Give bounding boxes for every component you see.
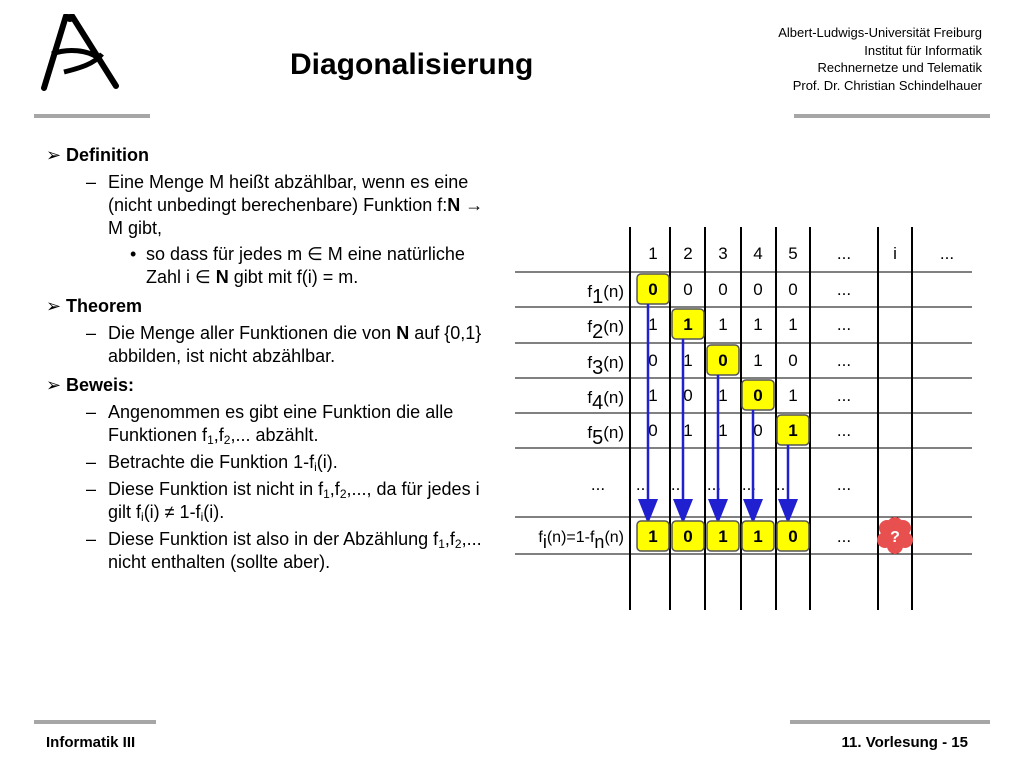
cell-value: 1 <box>753 315 763 334</box>
ellipsis-cell: ... <box>706 475 722 494</box>
footer-lecture: 11. Vorlesung - 15 <box>841 734 968 751</box>
institution-line: Institut für Informatik <box>864 42 982 58</box>
proof-item: – Angenommen es gibt eine Funktion die alle Funktionen $f_1,f_2$,... abzählt. <box>86 402 454 447</box>
column-header: 3 <box>718 244 728 263</box>
cell-value: 1 <box>788 315 798 334</box>
diagonal-table-diagram <box>510 222 980 612</box>
cell-value: ... <box>836 421 852 440</box>
cell-value: 1 <box>648 315 658 334</box>
result-cell-value: 0 <box>788 527 798 546</box>
cell-value: 1 <box>753 351 763 370</box>
dash-bullet: – <box>86 479 97 499</box>
cell-value: 0 <box>788 351 798 370</box>
cell-value: 1 <box>718 315 728 334</box>
dash-bullet: – <box>86 402 97 422</box>
institution-line: Albert-Ludwigs-Universität Freiburg <box>778 25 982 40</box>
cell-value: 0 <box>683 280 693 299</box>
cell-value: ... <box>836 280 852 299</box>
cell-value: 0 <box>648 351 658 370</box>
dash-bullet: – <box>86 529 97 549</box>
footer-divider-left <box>34 720 156 724</box>
cell-value: ... <box>836 386 852 405</box>
cell-value: 0 <box>788 280 798 299</box>
theorem-item: – Die Menge aller Funktionen die von N auf {0,1} abbilden, ist nicht abzählbar. <box>86 323 482 366</box>
question-mark: ? <box>890 529 900 546</box>
column-header: 1 <box>648 244 658 263</box>
cell-value: 1 <box>788 386 798 405</box>
cell-value: 0 <box>753 421 763 440</box>
footer-course: Informatik III <box>46 734 136 751</box>
ellipsis-cell: ... <box>741 475 757 494</box>
result-cell-value: 1 <box>648 527 658 546</box>
section-proof <box>46 374 491 397</box>
row-label: f5(n) <box>587 423 624 449</box>
ellipsis-cell: ... <box>635 475 651 494</box>
institution-line: Prof. Dr. Christian Schindelhauer <box>792 77 982 93</box>
institution-line: Rechnernetze und Telematik <box>817 60 982 75</box>
column-header: 4 <box>753 244 763 263</box>
result-cell-value: 0 <box>683 527 693 546</box>
cell-value: 0 <box>718 280 728 299</box>
column-header: ... <box>939 244 955 263</box>
definition-subitem: • so dass für jedes m ∈ M eine natürliche Zahl i ∈ N gibt mit f(i) = m. <box>130 244 465 287</box>
diagonal-cell-value: 0 <box>753 386 763 405</box>
arrow-bullet-icon: ➢ <box>46 145 62 165</box>
result-cell-value: 1 <box>718 527 728 546</box>
cell-value: ... <box>836 315 852 334</box>
cell-value: ... <box>836 351 852 370</box>
section-heading: Theorem <box>66 296 143 316</box>
arrow-bullet-icon: ➢ <box>46 296 62 316</box>
row-label: f3(n) <box>587 353 624 379</box>
section-theorem <box>46 295 491 318</box>
dash-bullet: – <box>86 323 97 343</box>
row-label: f4(n) <box>587 388 624 414</box>
column-header: ... <box>836 244 852 263</box>
column-header: 5 <box>788 244 798 263</box>
cell-value: 1 <box>648 386 658 405</box>
dot-bullet: • <box>130 244 137 264</box>
proof-item: – Diese Funktion ist nicht in $f_1,f_2$,..., da für jedes i gilt $f_i(i) \ne 1-f_i(i)$. <box>86 479 480 524</box>
cell-value: 1 <box>683 351 693 370</box>
ellipsis-cell: ... <box>590 475 606 494</box>
row-label: f2(n) <box>587 317 624 343</box>
university-logo <box>28 14 128 94</box>
section-heading: Beweis: <box>66 375 135 395</box>
cell-value: 1 <box>683 421 693 440</box>
diagonal-cell-value: 1 <box>788 421 798 440</box>
dash-bullet: – <box>86 172 97 192</box>
header-divider-right <box>794 114 990 118</box>
diagonal-cell-value: 0 <box>718 351 728 370</box>
page-title: Diagonalisierung <box>290 48 534 81</box>
section-heading: Definition <box>66 145 149 165</box>
proof-item: – Diese Funktion ist also in der Abzählung $f_1,f_2$,... nicht enthalten (sollte aber). <box>86 529 482 572</box>
column-header: i <box>893 244 897 263</box>
proof-item: – Betrachte die Funktion $1-f_i(i)$. <box>86 452 338 474</box>
cell-value: 0 <box>753 280 763 299</box>
definition-item: – Eine Menge M heißt abzählbar, wenn es eine (nicht unbedingt berechenbare) Funktion f:N → M gibt, <box>86 172 484 238</box>
dash-bullet: – <box>86 452 97 472</box>
diagonal-cell-value: 1 <box>683 315 693 334</box>
result-row-label: fi(n)=1-fn(n) <box>538 529 624 552</box>
result-cell-value: 1 <box>753 527 763 546</box>
arrow-bullet-icon: ➢ <box>46 375 62 395</box>
ellipsis-cell: ... <box>775 475 791 494</box>
column-header: 2 <box>683 244 693 263</box>
cell-value: 0 <box>648 421 658 440</box>
institution-block <box>778 24 982 94</box>
header-divider-left <box>34 114 150 118</box>
row-label: f1(n) <box>587 282 624 308</box>
cell-value: 1 <box>718 421 728 440</box>
cell-value: 1 <box>718 386 728 405</box>
ellipsis-cell: ... <box>836 475 852 494</box>
footer-divider-right <box>790 720 990 724</box>
slide-content <box>46 138 491 574</box>
ellipsis-cell: ... <box>670 475 686 494</box>
result-ellipsis: ... <box>836 527 852 546</box>
section-definition <box>46 144 491 167</box>
diagonal-cell-value: 0 <box>648 280 658 299</box>
cell-value: 0 <box>683 386 693 405</box>
